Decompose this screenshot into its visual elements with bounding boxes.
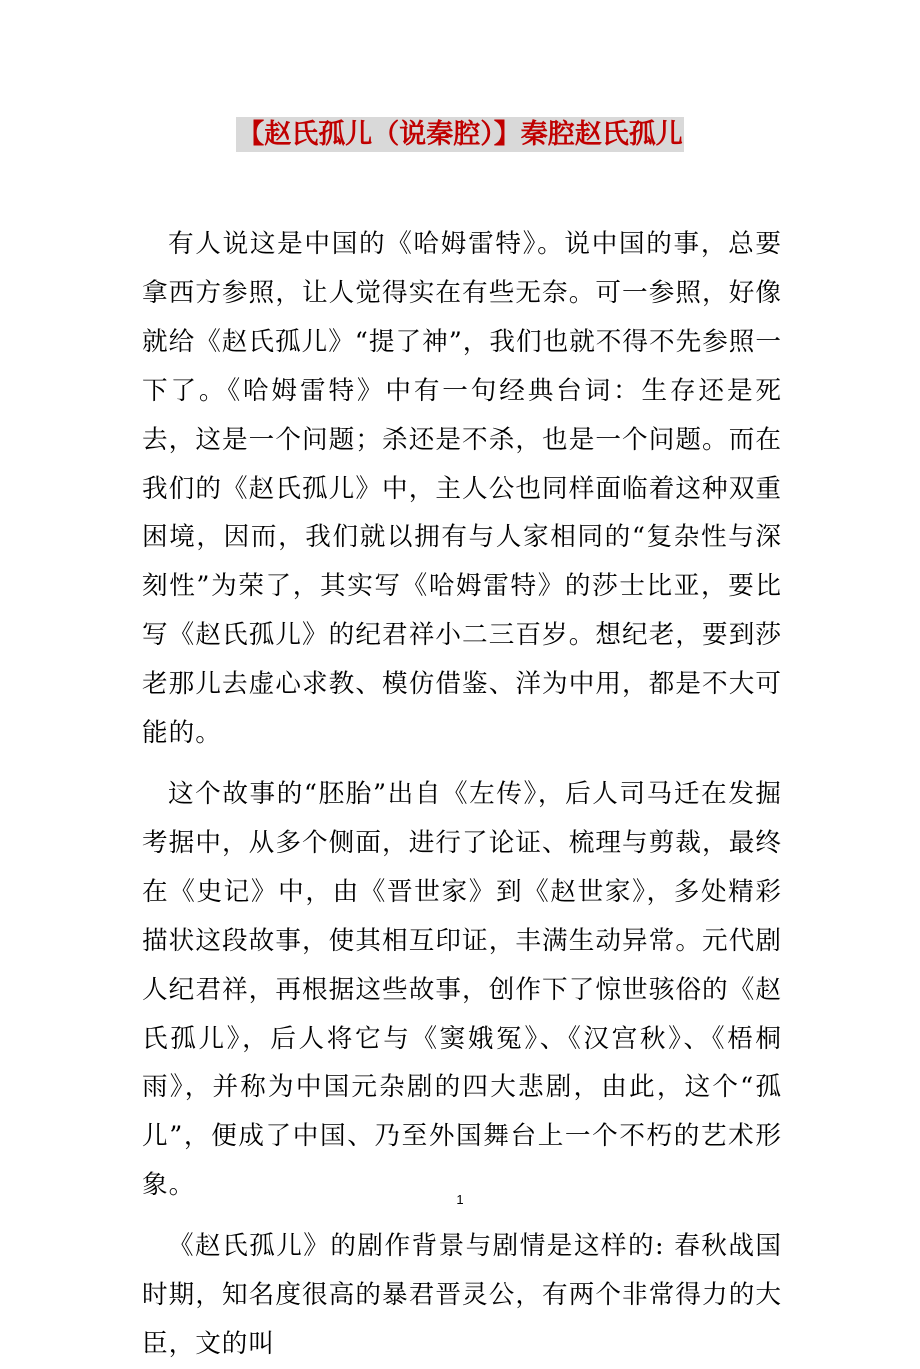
document-title bbox=[0, 113, 920, 157]
page-number: 1 bbox=[456, 1192, 464, 1207]
document-title-text: 【赵氏孤儿（说秦腔）】秦腔赵氏孤儿 bbox=[237, 119, 683, 150]
paragraph-2: 这个故事的“胚胎”出自《左传》，后人司马迁在发掘考据中，从多个侧面，进行了论证、梳理与剪裁，最终在《史记》中，由《晋世家》到《赵世家》，多处精彩描状这段故事，使其相互印证，丰满生动异常。元代剧人纪君祥，再根据这些故事，创作下了惊世骇俗的《赵氏孤儿》，后人将它与《窦娥冤》、《汉宫秋》、《梧桐雨》，并称为中国元杂剧的四大悲剧，由此，这个“孤儿”，便成了中国、乃至外国舞台上一个不朽的艺术形象。 bbox=[142, 778, 782, 1201]
paragraph-3: 《赵氏孤儿》的剧作背景与剧情是这样的: 春秋战国时期，知名度很高的暴君晋灵公，有两个非常得力的大臣，文的叫 bbox=[142, 1231, 782, 1359]
paragraph-1: 有人说这是中国的《哈姆雷特》。说中国的事，总要拿西方参照，让人觉得实在有些无奈。可一参照，好像就给《赵氏孤儿》“提了神”，我们也就不得不先参照一下了。《哈姆雷特》中有一句经典台词：生存还是死去，这是一个问题；杀还是不杀，也是一个问题。而在我们的《赵氏孤儿》中，主人公也同样面临着这种双重困境，因而，我们就以拥有与人家相同的“复杂性与深刻性”为荣了，其实写《哈姆雷特》的莎士比亚，要比写《赵氏孤儿》的纪君祥小二三百岁。想纪老，要到莎老那儿去虚心求教、模仿借鉴、洋为中用，都是不大可能的。 bbox=[142, 229, 782, 749]
